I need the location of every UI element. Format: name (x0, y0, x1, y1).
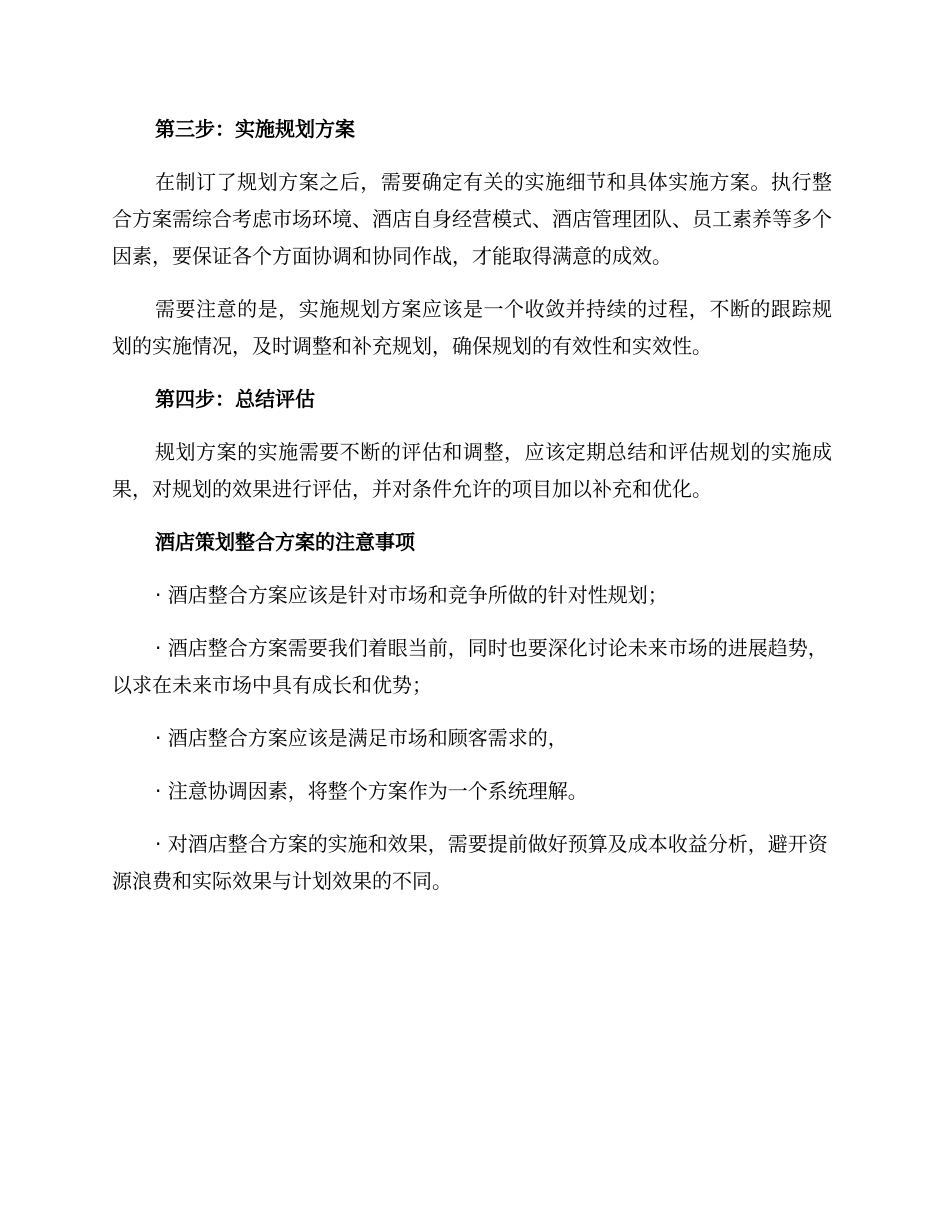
notes-item: · 酒店整合方案需要我们着眼当前，同时也要深化讨论未来市场的进展趋势，以求在未来市场中具有成长和优势； (112, 636, 828, 697)
step4-paragraph-1: 规划方案的实施需要不断的评估和调整，应该定期总结和评估规划的实施成果，对规划的效果进行评估，并对条件允许的项目加以补充和优化。 (112, 440, 832, 501)
notes-item: · 对酒店整合方案的实施和效果，需要提前做好预算及成本收益分析，避开资源浪费和实际效果与计划效果的不同。 (112, 832, 828, 893)
step4-heading: 第四步：总结评估 (155, 387, 315, 411)
document-body (112, 111, 832, 916)
step3-paragraph-1: 在制订了规划方案之后，需要确定有关的实施细节和具体实施方案。执行整合方案需综合考虑市场环境、酒店自身经营模式、酒店管理团队、员工素养等多个因素，要保证各个方面协调和协同作战，才能取得满意的成效。 (112, 170, 832, 268)
notes-item: · 注意协调因素，将整个方案作为一个系统理解。 (155, 779, 588, 803)
notes-item: · 酒店整合方案应该是满足市场和顾客需求的， (155, 726, 568, 750)
step3-paragraph-2: 需要注意的是，实施规划方案应该是一个收敛并持续的过程，不断的跟踪规划的实施情况，及时调整和补充规划，确保规划的有效性和实效性。 (112, 297, 832, 358)
step3-heading: 第三步：实施规划方案 (155, 117, 355, 141)
notes-item: · 酒店整合方案应该是针对市场和竞争所做的针对性规划； (155, 583, 668, 607)
notes-heading: 酒店策划整合方案的注意事项 (155, 530, 415, 554)
